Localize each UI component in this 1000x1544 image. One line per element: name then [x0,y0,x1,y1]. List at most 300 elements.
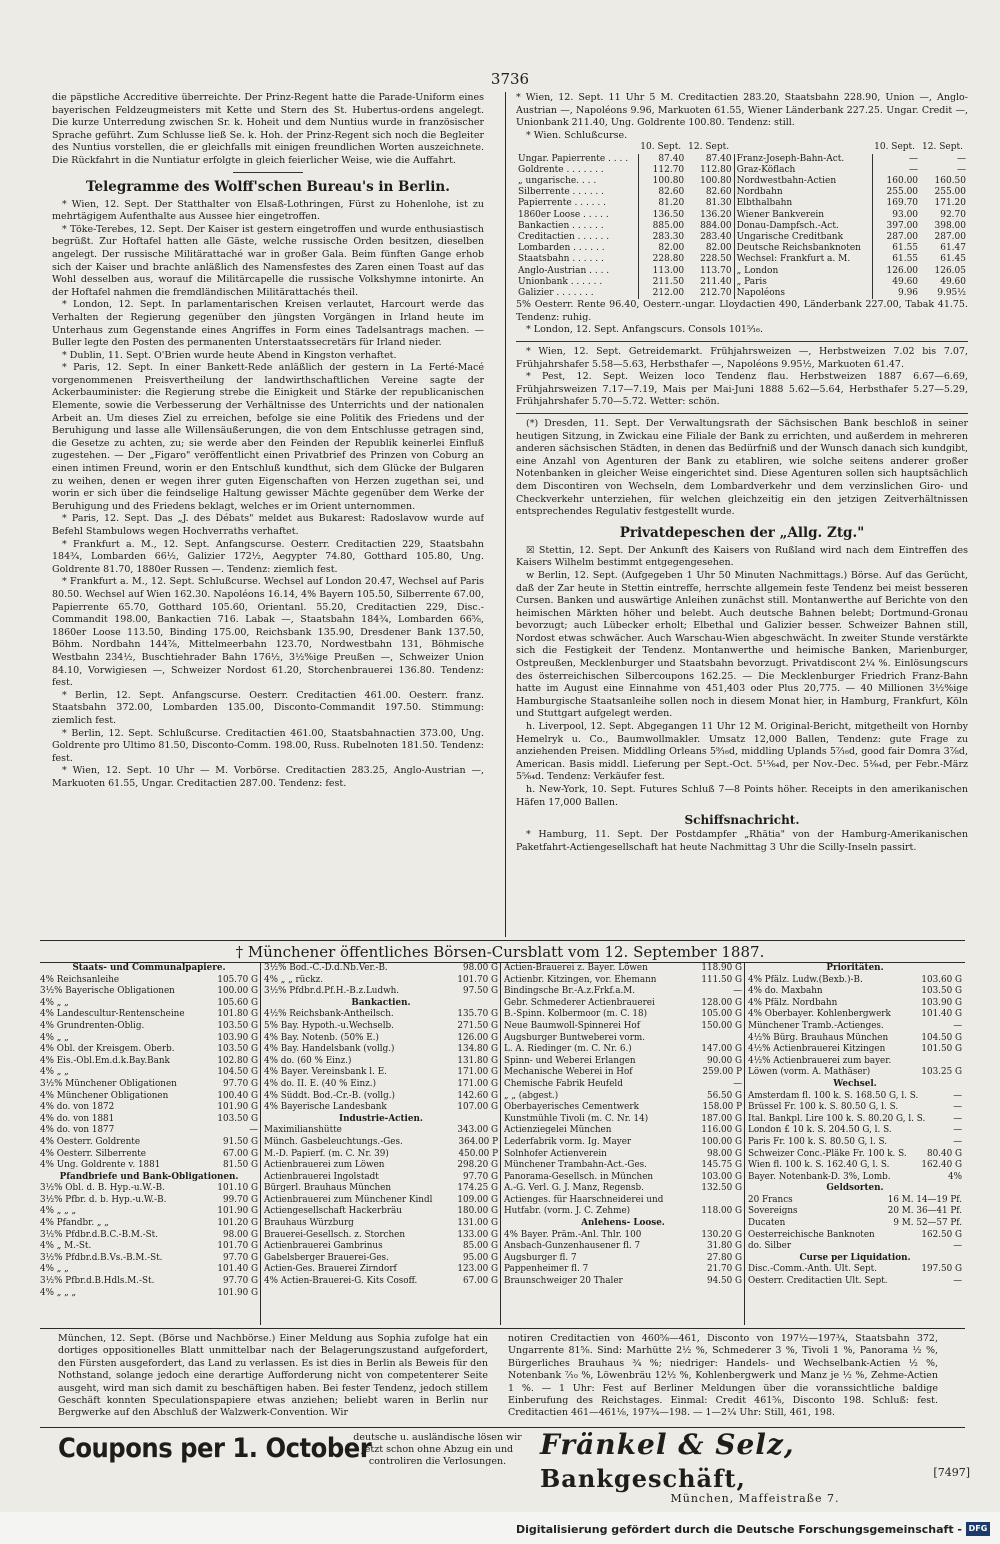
boerse-row [40,1091,258,1103]
boerse-row [264,1160,498,1172]
boerse-row [504,1206,742,1218]
boerse-row [40,1206,258,1218]
boerse-row [504,1264,742,1276]
security-price: 131.80 G [457,1055,498,1066]
table-cell: — [957,164,966,175]
security-price: 21.70 G [706,1264,742,1275]
security-price: 105.00 G [701,1009,742,1020]
security-name: Brüssel Fr. 100 k. S. 80.50 G, l. S. [748,1102,899,1113]
table-cell: „ Paris [734,277,872,288]
security-name: 4% Süddt. Bod.-Cr.-B. (vollg.) [264,1090,395,1101]
security-price: 103.50 G [217,1113,258,1124]
boerse-row [748,1009,962,1021]
table-cell: 61.45 [940,254,966,265]
boerse-row [264,975,498,987]
boerse-row [40,1125,258,1137]
boerse-row [504,1183,742,1195]
boerse-row [748,1206,962,1218]
security-name: Gabelsberger Brauerei-Ges. [264,1252,389,1263]
security-name: A.-G. Verl. G. J. Manz, Regensb. [504,1183,644,1194]
boerse-row [504,998,742,1010]
table-row [516,254,968,265]
table-cell: 211.40 [700,276,732,287]
table-cell: 228.50 [700,254,732,265]
boerse-section-caption: Curse per Liquidation. [799,1252,911,1263]
table-cell: 93.00 [872,210,920,221]
boerse-row [264,1021,498,1033]
table-cell: Staatsbahn . . . . . . [518,254,604,265]
security-price: 101.10 G [217,1183,258,1194]
page-number: 3736 [490,70,530,88]
security-price: 259.00 P [702,1067,742,1078]
security-name: 3½% Bayerische Obligationen [40,986,175,997]
berlin-private: w Berlin, 12. Sept. (Aufgegeben 1 Uhr 50 Minuten Nachmittags.) Börse. Auf das Gerücht, daß der Zar heute in Stettin eintreffe, herrschte allgemein feste Tendenz bei meist besseren Cursen. Banken und auswärtige Anleihen zunächst still. Montanwerthe auf Berichte von den heimischen Märkten höher und belebt. Auch deutsche Bahnen belebt; Dortmund-Gronau bevorzugt; auch Lübecker erholt; Elbethal und Galizier besser. Schweizer Bahnen still, Nordost etwas schwächer. Auch Warschau-Wien abgeschwächt. In zweiter Stunde verstärkte sich die Festigkeit der Tendenz. Montanwerthe und heimische Banken, Marienburger, Ostpreußen, Mecklenburger und Staatsbahn bevorzugt. Privatdiscont 2¼ %. Einlösungscurs des österreichischen Silbercoupons 162.25. — Die Mecklenburger Friedrich Franz-Bahn hatte im August eine Einnahme von 451,403 oder Plus 20,775. — 40 Millionen 3½%ige Hamburgische Staatsanleihe sollen noch in diesem Monat hier, in Hamburg, Frankfurt, Köln und Stuttgart aufgelegt werden. [516,569,968,720]
security-name: 4% „ „ „ [40,1206,77,1217]
security-name: Mechanische Weberei in Hof [504,1067,633,1078]
security-name: Sovereigns [748,1206,798,1217]
security-name: Amsterdam fl. 100 k. S. 168.50 G, l. S. [748,1090,919,1101]
boerse-row [264,1009,498,1021]
security-price: 97.70 G [222,1078,258,1089]
right-column [516,92,968,940]
boerse-row [748,998,962,1010]
security-price: — [953,1125,962,1136]
security-price: 100.00 G [217,986,258,997]
table-cell: Silberrente . . . . . . [518,187,605,198]
separator [516,341,968,342]
security-name: Münch. Gasbeleuchtungs.-Ges. [264,1136,403,1147]
security-name: Ital. Bankpl. Lire 100 k. S. 80.20 G, l. S. [748,1113,926,1124]
table-cell: Galizier . . . . . . . [518,288,594,299]
security-name: do. Silber [748,1241,792,1252]
security-name: 4% „ „ [40,997,69,1008]
boerse-row [264,1033,498,1045]
security-price: 101.20 G [217,1218,258,1229]
table-cell: 171.20 [934,198,966,209]
table-cell: Creditactien . . . . . . [518,232,610,242]
security-price: — [953,1102,962,1113]
boerse-row [748,1218,962,1230]
after-table-text: 5% Oesterr. Rente 96.40, Oesterr.-ungar. Lloydactien 490, Länderbank 227.00, Tabak 41.75. Tendenz: ruhig. [516,299,968,323]
security-name: 4% „ M.-St. [40,1241,92,1252]
table-cell: 160.50 [934,175,966,186]
table-header: 10. Sept. [640,142,682,153]
table-cell: Anglo-Austrian . . . . [518,265,610,276]
intro-paragraph: die päpstliche Accreditive überreichte. Der Prinz-Regent hatte die Parade-Uniform eines bayerischen Feldzeugmeisters mit Kette und Stern des St. Hubertus-ordens angelegt. Die kurze Unterredung zwischen Sr. k. Hoheit und dem Nuntius wurde in französischer Sprache geführt. Zum Schlusse ließ Se. k. Hoh. der Prinz-Regent sich noch die Begleiter des Nuntius vorstellen, die er gleichfalls mit einigen freundlichen Worten auszeichnete. Die Rückfahrt in die Nuntiatur erfolgte in gleich feierlicher Weise, wie die Auffahrt. [52,92,484,166]
boerse-section-caption: Anlehens- Loose. [581,1218,665,1229]
boerse-row [748,1067,962,1079]
security-price: 94.50 G [706,1276,742,1287]
security-price: — [733,986,742,997]
boerse-row [504,1044,742,1056]
boerse-row [264,1044,498,1056]
table-cell: Bankactien . . . . . . [518,220,604,231]
boerse-row [40,1160,258,1172]
security-name: 4% Pfandbr. „ „ [40,1218,109,1229]
security-name: 4% Bayerische Landesbank [264,1102,387,1113]
table-row [516,198,968,209]
boerse-row [40,1056,258,1068]
security-name: Pappenheimer fl. 7 [504,1264,589,1275]
boerse-row [264,1137,498,1149]
separator [233,172,303,173]
boerse-row [40,1033,258,1045]
security-price: 91.50 G [222,1136,258,1147]
security-name: 4% Bayer. Präm.-Anl. Thlr. 100 [504,1229,642,1240]
security-name: 4% Pfälz. Nordbahn [748,997,838,1008]
boerse-column-3 [504,963,742,1325]
security-name: 4% do. (60 % Einz.) [264,1055,352,1066]
security-price: 174.25 G [457,1183,498,1194]
table-header: 10. Sept. [874,142,916,153]
security-name: Wien fl. 100 k. S. 162.40 G, l. S. [748,1160,890,1171]
security-name: M.-D. Papierf. (m. C. Nr. 39) [264,1148,389,1159]
security-price: 100.00 G [701,1136,742,1147]
table-cell: Lombarden . . . . . . [518,243,605,254]
table-cell: 49.60 [872,277,920,288]
security-name: Oesterr. Creditactien Ult. Sept. [748,1276,888,1287]
security-name: 4½% Bürg. Brauhaus München [748,1032,889,1043]
security-name: 4½% Actienbrauerei zum bayer. [748,1055,892,1066]
security-name: Actien-Brauerei z. Bayer. Löwen [504,963,648,973]
security-name: 3½% Pfdbr.d.B.Vs.-B.M.-St. [40,1252,163,1263]
table-cell: 169.70 [872,198,920,209]
boerse-row [504,1137,742,1149]
security-price: 101.70 G [457,974,498,985]
table-cell: 61.55 [872,254,920,265]
security-name: 4% do. von 1881 [40,1113,115,1124]
security-name: Oberbayerisches Cementwerk [504,1102,639,1113]
security-price: 158.00 P [702,1102,742,1113]
table-cell: 9.96 [872,288,920,299]
boerse-row [40,1183,258,1195]
table-cell: 81.30 [705,198,732,209]
table-cell: Napoléons [734,288,872,299]
boerse-row [504,1172,742,1184]
boerse-row [504,1149,742,1161]
table-cell: 126.05 [934,265,966,276]
boerse-row [504,1253,742,1265]
boerse-row [504,1276,742,1288]
table-cell: „ London [734,266,872,277]
security-name: „ „ (abgest.) [504,1090,559,1101]
table-cell: 100.80 [638,176,686,187]
table-row [516,176,968,187]
table-cell: Franz-Joseph-Bahn-Act. [734,154,872,165]
table-cell: 287.00 [872,232,920,243]
table-cell: 92.70 [940,209,966,220]
table-cell: 255.00 [934,187,966,198]
table-row [516,232,968,243]
security-price: 116.00 G [701,1125,742,1136]
security-price: 81.50 G [222,1160,258,1171]
security-price: 150.00 G [701,1020,742,1031]
security-name: 4% „ „ [40,1032,69,1043]
security-price: 67.00 G [222,1148,258,1159]
security-name: Ducaten [748,1218,786,1229]
security-name: Panorama-Gesellsch. in München [504,1171,654,1182]
table-cell: Nordbahn [734,187,872,198]
table-cell: Elbthalbahn [734,198,872,209]
security-name: Spinn- und Weberei Erlangen [504,1055,636,1066]
security-name: 4% „ „ [40,1264,69,1275]
boerse-row [504,1160,742,1172]
security-price: 134.80 G [457,1044,498,1055]
boerse-row [264,1091,498,1103]
table-cell: 82.60 [638,187,686,198]
boerse-row [264,1125,498,1137]
table-cell: 126.00 [872,266,920,277]
security-price: 103.60 G [921,974,962,985]
bank-ad-firm [540,1428,970,1494]
security-name: 4% do. Maxbahn [748,986,823,997]
separator [516,413,968,414]
boerse-column-4 [748,963,962,1325]
security-name: Solnhofer Actienverein [504,1148,607,1159]
security-name: 4% Eis.-Obl.Em.d.k.Bay.Bank [40,1055,170,1066]
security-name: Brauerei-Gesellsch. z. Storchen [264,1229,406,1240]
security-price: 109.00 G [457,1194,498,1205]
security-name: Actienbrauerei Gambrinus [264,1241,383,1252]
boerse-section-caption: Prioritäten. [826,963,884,973]
security-name: Actienbrauerei zum Löwen [264,1160,385,1171]
table-cell: 112.70 [638,165,686,176]
boerse-row [264,1230,498,1242]
security-price: 118.90 G [701,963,742,973]
security-name: 4% Reichsanleihe [40,974,120,985]
boerse-row [748,1114,962,1126]
security-name: 3½% Pfbr.d.B.Hdls.M.-St. [40,1276,155,1287]
security-price: — [953,1136,962,1147]
table-cell: 82.00 [638,243,686,254]
security-price: 101.90 G [217,1206,258,1217]
security-price: 135.70 G [457,1009,498,1020]
boerse-row [264,1253,498,1265]
security-price: 98.00 G [706,1148,742,1159]
security-price: 103.50 G [217,1044,258,1055]
security-name: Kunstmühle Tivoli (m. C. Nr. 14) [504,1113,649,1124]
security-name: Schweizer Conc.-Pläke Fr. 100 k. S. [748,1148,907,1159]
security-price: 128.00 G [701,997,742,1008]
security-price: 97.70 G [222,1252,258,1263]
boerse-row [748,986,962,998]
table-cell: 160.00 [872,176,920,187]
boerse-row [40,1230,258,1242]
security-price: 20 M. 36—41 Pf. [887,1206,962,1217]
munich-report-right: notiren Creditactien von 460⅝—461, Disconto von 197½—197¾, Staatsbahn 372, Ungarrente 81⅝. Sind: Marhütte 2½ %, Schmederer 3 %, Tivoli 1 %, Panorama ½ %, Bürgerliches Brauhaus ¾ %; niedriger: Handels- und Wechselbank-Actien ½ %, Notenbank ⁷⁄₁₀ %, Löwenbräu 12½ %, Kohlenbergwerk und Manz je ½ %, Zehme-Actien 1 %. — 1 Uhr: Fest auf Berliner Meldungen über die voranssichtliche baldige Einberufung des Reichstages. Einmal: Credit 461⅝, Disconto 198. Schluß: fest. Creditactien 461—461⅛, 197¾—198. — 1—2¼ Uhr: Still, 461, 198. [508,1333,938,1419]
table-cell: 113.00 [638,266,686,277]
boerse-row [504,1114,742,1126]
table-cell: 1860er Loose . . . . . [518,209,609,220]
ad-number: [7497] [933,1466,970,1479]
table-header: 12. Sept. [922,142,963,153]
security-name: 4% Pfälz. Ludw.(Bexb.)-B. [748,974,863,985]
security-price: — [953,1020,962,1031]
boerse-row [504,975,742,987]
telegram-paragraph: * Berlin, 12. Sept. Anfangscurse. Oesterr. Creditactien 461.00. Oesterr. franz. Staatsbahn 372.00, Lombarden 135.00, Disconto-Commandit 197.50. Stimmung: ziemlich fest. [52,689,484,726]
boerse-row [264,1206,498,1218]
security-price: 101.40 G [217,1264,258,1275]
boerse-row [504,1009,742,1021]
security-price: 103.90 G [217,1032,258,1043]
table-cell: 100.80 [700,175,732,186]
table-cell: 61.47 [940,243,966,254]
security-name: 4% Ung. Goldrente v. 1881 [40,1160,161,1171]
telegram-list [52,199,484,791]
boerse-row [748,1160,962,1172]
security-name: 20 Francs [748,1194,793,1205]
boerse-row [40,1067,258,1079]
security-price: 101.70 G [217,1241,258,1252]
security-price: 103.90 G [921,997,962,1008]
table-cell: 82.60 [705,187,732,198]
security-price: 102.80 G [217,1055,258,1066]
security-price: 111.50 G [701,974,742,985]
security-price: 56.50 G [706,1090,742,1101]
table-row [516,165,968,176]
table-cell: 49.60 [940,276,966,287]
security-price: 31.80 G [706,1241,742,1252]
security-price: 80.40 G [926,1148,962,1159]
security-name: L. A. Riedinger (m. C. Nr. 6.) [504,1044,632,1055]
security-name: 4% Oesterr. Goldrente [40,1136,141,1147]
security-name: 4% do. von 1872 [40,1102,115,1113]
table-header: 12. Sept. [688,142,730,153]
security-price: 147.00 G [701,1044,742,1055]
table-cell: 885.00 [638,221,686,232]
security-price: — [953,1241,962,1252]
boerse-section-caption: Industrie-Actien. [339,1113,423,1124]
column-divider [744,963,745,1325]
boerse-row [264,1195,498,1207]
boerse-row [748,1056,962,1068]
security-price: 67.00 G [462,1276,498,1287]
boerse-row [748,1241,962,1253]
boerse-row [40,975,258,987]
boerse-row [264,1264,498,1276]
table-cell: 884.00 [700,220,732,231]
security-name: Bürgerl. Brauhaus München [264,1183,392,1194]
table-row [516,221,968,232]
table-cell: 283.30 [638,232,686,243]
security-name: Löwen (vorm. A. Mathäser) [748,1067,871,1078]
boerse-row [504,986,742,998]
security-price: 16 M. 14—19 Pf. [887,1194,962,1205]
security-price: 101.90 G [217,1287,258,1298]
security-price: 130.20 G [701,1229,742,1240]
stettin-telegram: ☒ Stettin, 12. Sept. Der Ankunft des Kaisers von Rußland wird nach dem Eintreffen des Kaisers Wilhelm bestimmt entgegengesehen. [516,544,968,569]
security-price: 118.00 G [701,1206,742,1217]
boerse-row [748,1102,962,1114]
security-price: 364.00 P [458,1136,498,1147]
boerse-row [40,1021,258,1033]
boerse-row [748,975,962,987]
security-name: Actienbrauerei zum Münchener Kindl [264,1194,433,1205]
security-price: 123.00 G [457,1264,498,1275]
security-price: 105.70 G [217,974,258,985]
boerse-row [504,1067,742,1079]
boerse-row [40,986,258,998]
bank-ad-address: München, Maffeistraße 7. [670,1492,840,1505]
liverpool-report: h. Liverpool, 12. Sept. Abgegangen 11 Uhr 12 M. Original-Bericht, mitgetheilt von Hornby Hemelryk u. Co., Baumwollmakler. Umsatz 12,000 Ballen, Tendenz: gute Frage zu anziehenden Preisen. Middling Orleans 5⁹⁄₁₆d, middling Uplands 5⁷⁄₁₆d, good fair Domra 3⅞d, American. Basis middl. Lieferung per Sept.-Oct. 5¹⁵⁄₆₄d, per Nov.-Dec. 5¹⁄₆₄d, per Febr.-März 5⁵⁄₆₄d. Tendenz: Verkäufer fest. [516,721,968,783]
table-cell: 87.40 [705,153,732,164]
security-price: 197.50 G [921,1264,962,1275]
telegram-paragraph: * Frankfurt a. M., 12. Sept. Schlußcurse. Wechsel auf London 20.47, Wechsel auf Paris 80.50. Wechsel auf Wien 162.30. Napoléons 16.14, 4% Bayern 105.50, Silberrente 67.00, Papierrente 65.70, Gotthard 105.60, Orientanl. 55.20, Creditactien 229, Disc.-Commandit 198.00, Bankactien 716. Labak —, Staatsbahn 184¾, Lombarden 66⅝, 1860er Loose 113.50, Binding 175.00, Reichsbank 135.90, Dresdener Bank 137.50, Böhm. Nordbahn 144⅞, Mittelmeerbahn 123.70, Nordwestbahn 131, Böhmische Westbahn 234½, Buschtiehrader Bahn 176½, 3½%ige Preußen —, Schweizer Union 84.10, Vorwigiesen —, Schweizer Nordost 61.20, Storchenbrauerei 136.80. Tendenz: fest. [52,576,484,689]
boerse-section-caption: Pfandbriefe und Bank-Obligationen. [59,1171,239,1182]
boerse-row [40,1264,258,1276]
security-price: 104.50 G [217,1067,258,1078]
security-price: 298.20 G [457,1160,498,1171]
security-price: — [953,1276,962,1287]
ship-news-heading: Schiffsnachricht. [684,813,800,828]
table-cell: 61.55 [872,243,920,254]
newyork-report: h. New-York, 10. Sept. Futures Schluß 7—8 Points höher. Receipts in den amerikanischen Häfen 17,000 Ballen. [516,784,968,808]
security-name: Bindingsche Br.-A.z.Frkf.a.M. [504,986,636,997]
security-price: 104.50 G [921,1032,962,1043]
security-name: 4% Landescultur-Rentenscheine [40,1009,185,1020]
footer-text: Digitalisierung gefördert durch die Deutsche Forschungsgemeinschaft - [515,1523,962,1536]
security-price: 4% [948,1171,962,1182]
table-row [516,277,968,288]
security-name: Actienbrauerei Ingolstadt [264,1171,379,1182]
security-name: 5% Bay. Hypoth.-u.Wechselb. [264,1020,394,1031]
table-cell: Graz-Köflach [734,165,872,176]
security-price: — [953,1090,962,1101]
boerse-row [264,1079,498,1091]
security-name: Augsburger Buntweberei vorm. [504,1032,646,1043]
security-name: 4% „ „ „ [40,1287,77,1298]
security-name: 3½% Pfdbr.d.Pf.H.-B.z.Ludwh. [264,986,400,997]
security-name: Braunschweiger 20 Thaler [504,1276,623,1287]
coupons-ad-text: deutsche u. ausländische lösen wir jetzt schon ohne Abzug ein und controliren die Verlosungen. [353,1432,522,1467]
boerse-row [40,1079,258,1091]
boerse-row [504,1033,742,1045]
boerse-row [748,1033,962,1045]
wien-top: * Wien, 12. Sept. 11 Uhr 5 M. Creditactien 283.20, Staatsbahn 228.90, Union —, Anglo-Austrian —, Napoléons 9.96, Markuoten 61.55, Wiener Länderbank 227.25. Ungar. Credit —, Unionbank 211.40, Ung. Goldrente 100.80. Tendenz: still. [516,92,968,129]
table-row [516,187,968,198]
security-price: 450.00 P [458,1148,498,1159]
boerse-section-caption: Geldsorten. [826,1183,884,1194]
security-name: Actiengesellschaft Hackerbräu [264,1206,402,1217]
boerse-row [40,1102,258,1114]
telegram-paragraph: * London, 12. Sept. In parlamentarischen Kreisen verlautet, Harcourt werde das Verhalten der Regierung gegenüber den jüngsten Vorgängen in Irland heute im Unterhaus zum Gegenstande eines Angriffes in Form eines Tadelsantrags machen. — Buller legte den Posten des permanenten Unterstaatssecretärs für Irland nieder. [52,299,484,349]
security-price: 343.00 G [457,1125,498,1136]
vienna-quotes-table [516,142,968,299]
table-cell: Goldrente . . . . . . . [518,164,604,175]
security-price: 9 M. 52—57 Pf. [893,1218,962,1229]
table-cell: Unionbank . . . . . . [518,276,603,287]
boerse-row [264,1218,498,1230]
boerse-banner: † Münchener öffentliches Börsen-Cursblatt vom 12. September 1887. [235,943,765,961]
security-price: 97.70 G [222,1276,258,1287]
security-name: 4% Oesterr. Silberrente [40,1148,146,1159]
footer-bar [0,1512,1000,1544]
boerse-row [748,1021,962,1033]
table-cell: 9.95½ [937,288,966,299]
security-name: 4% „ „ [40,1067,69,1078]
boerse-column-2 [264,963,498,1325]
security-price: 98.00 G [462,963,498,973]
telegram-paragraph: * Dublin, 11. Sept. O'Brien wurde heute Abend in Kingston verhaftet. [62,349,397,361]
security-price: 101.50 G [921,1044,962,1055]
wien-schluss-label: * Wien. Schlußcurse. [526,129,628,141]
security-name: Actienges. für Haarschneiderei und [504,1194,664,1205]
telegram-paragraph: * Paris, 12. Sept. In einer Bankett-Rede anläßlich der gestern in La Ferté-Macé vorgenommenen Preisvertheilung der landwirthschaftlichen Vereine sagte der Ackerbauminister: die Regierung strebe die Einigkeit und Stärke der republicanischen Elemente, sowie die Verbesserung der Verhältnisse des Unterrichts und der nationalen Arbeit an. Um dieses Ziel zu erreichen, befolge sie eine Politik des Friedens und der Beruhigung und lasse alle Willensäußerungen, die von dem Entschlusse getragen sind, die Gesetze zu achten, zu; sie werde aber den Feinden der Republik keinerlei Einfluß zugestehen. — Der „Figaro" veröffentlicht einen Privatbrief des Prinzen von Coburg an einen intimen Freund, worin er den Entschluß kundthut, sich dem Glücke der Bulgaren zu weihen, denen er wegen ihrer guten Eigenschaften von Herzen zugethan sei, und worin er sich über die feindselige Haltung gewisser Mächte gegenüber dem Werke der Beruhigung und des Friedens beklagt, welches er im Orient unternommen. [52,362,484,512]
security-name: Gebr. Schmederer Actienbrauerei [504,997,655,1008]
boerse-row [40,1218,258,1230]
boerse-row [40,1276,258,1288]
security-price: 101.80 G [217,1009,258,1020]
